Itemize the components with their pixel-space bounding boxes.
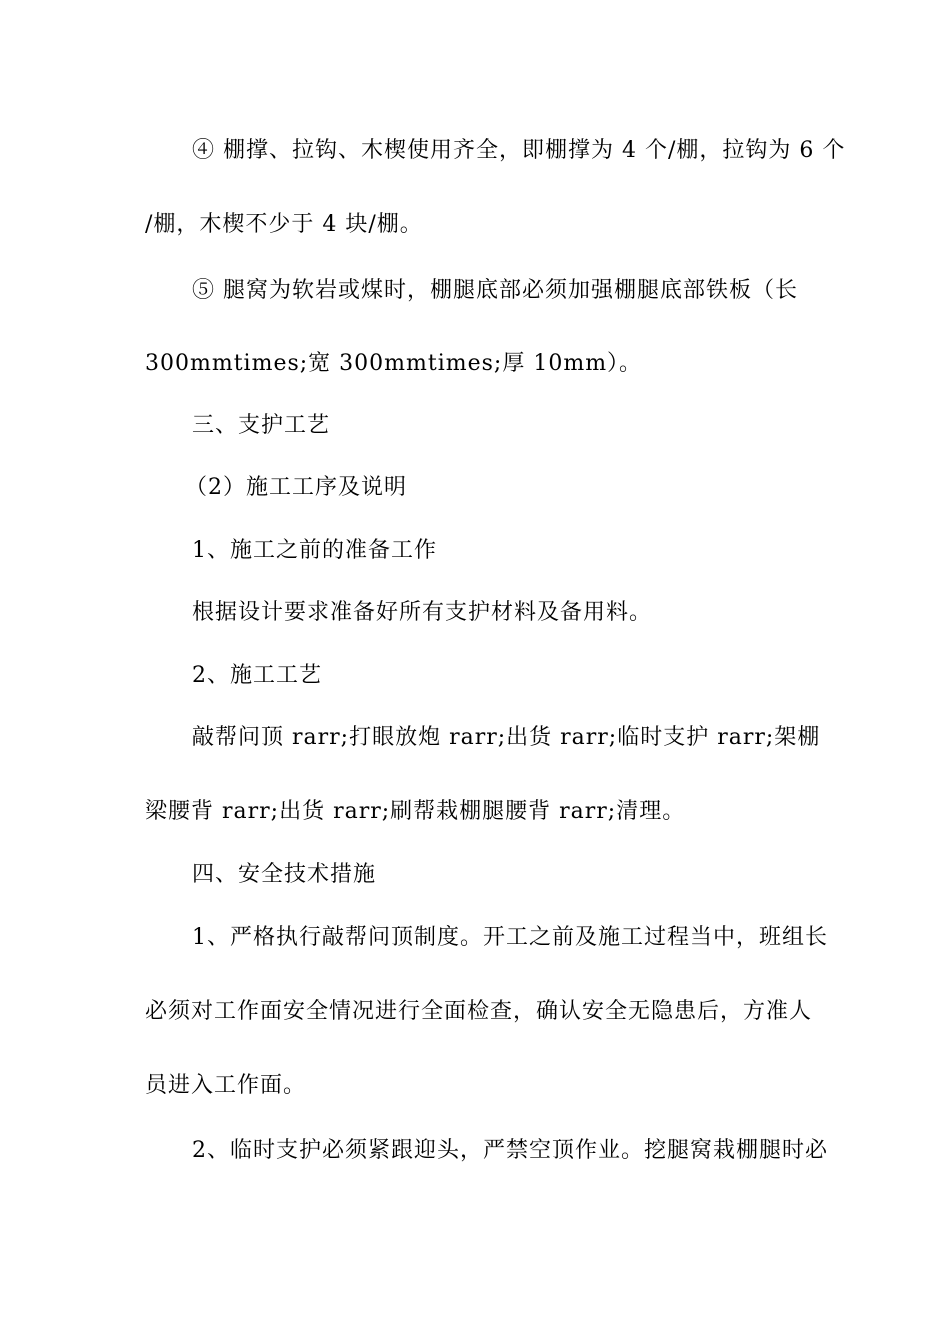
process-line-2: 梁腰背 rarr;出货 rarr;刷帮栽棚腿腰背 rarr;清理。 (145, 799, 686, 824)
item-heading-2: 2、施工工艺 (192, 663, 322, 688)
safety-line-1: 1、严格执行敲帮问顶制度。开工之前及施工过程当中，班组长 (192, 925, 828, 950)
safety-line-2: 必须对工作面安全情况进行全面检查，确认安全无隐患后，方准人 (145, 999, 813, 1024)
paragraph-line-5: 根据设计要求准备好所有支护材料及备用料。 (192, 600, 653, 625)
safety-line-3: 员进入工作面。 (145, 1073, 307, 1098)
paragraph-line-3: ⑤ 腿窝为软岩或煤时，棚腿底部必须加强棚腿底部铁板（长 (192, 278, 798, 303)
item-heading-1: 1、施工之前的准备工作 (192, 538, 437, 563)
safety-line-4: 2、临时支护必须紧跟迎头，严禁空顶作业。挖腿窝栽棚腿时必 (192, 1138, 828, 1163)
process-line-1: 敲帮问顶 rarr;打眼放炮 rarr;出货 rarr;临时支护 rarr;架棚 (192, 725, 821, 750)
section-heading-3: 三、支护工艺 (192, 413, 331, 438)
subsection-heading-2: （2）施工工序及说明 (185, 475, 407, 500)
paragraph-line-4: 300mmtimes;宽 300mmtimes;厚 10mm）。 (145, 351, 643, 376)
paragraph-line-1: ④ 棚撑、拉钩、木楔使用齐全，即棚撑为 4 个/棚，拉钩为 6 个 (192, 138, 846, 163)
paragraph-line-2: /棚，木楔不少于 4 块/棚。 (145, 212, 423, 237)
section-heading-4: 四、安全技术措施 (192, 862, 377, 887)
